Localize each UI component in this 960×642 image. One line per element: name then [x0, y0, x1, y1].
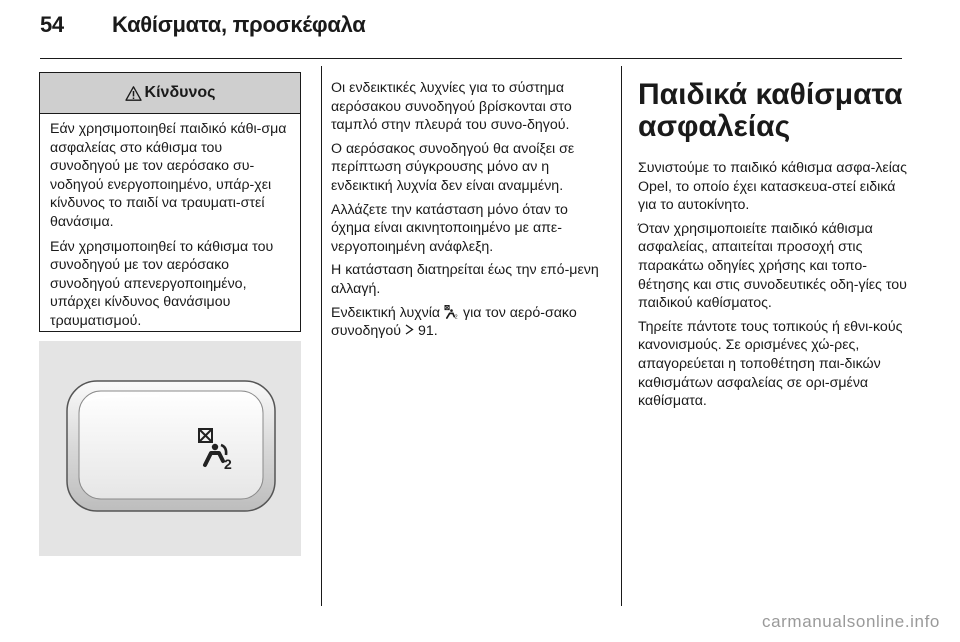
section-heading: Παιδικά καθίσματα ασφαλείας: [638, 78, 903, 143]
body-paragraph: Η κατάσταση διατηρείται έως την επό-μενη αλλαγή.: [331, 262, 599, 297]
body-paragraph: Αλλάζετε την κατάσταση μόνο όταν το όχημα είναι ακινητοποιημένο με απε-νεργοποιημένη ανάφλεξη.: [331, 201, 568, 255]
column-divider-1: [321, 66, 322, 606]
airbag-indicator-illustration: [39, 341, 301, 556]
header-rule: [40, 58, 902, 59]
column-divider-2: [621, 66, 622, 606]
warning-body: [40, 114, 300, 331]
body-paragraph: Ο αερόσακος συνοδηγού θα ανοίξει σε περίπτωση σύγκρουσης μόνο αν η ενδεικτική λυχνία δεν είναι αναμμένη.: [331, 140, 575, 194]
svg-text:2: 2: [224, 456, 232, 472]
page-header: [40, 12, 366, 38]
body-paragraph: Συνιστούμε το παιδικό κάθισμα ασφα-λείας Opel, το οποίο έχει κατασκευα-στεί ειδικά για το αυτοκίνητο.: [638, 160, 907, 214]
danger-warning-box: [39, 72, 301, 332]
middle-column-text: [331, 79, 611, 346]
body-paragraph: Τηρείτε πάντοτε τους τοπικούς ή εθνι-κούς κανονισμούς. Σε ορισμένες χώ-ρες, απαγορεύεται η τοποθέτηση παι-δικών καθισμάτων ασφαλείας σε ορι-σμένα καθίσματα.: [638, 318, 903, 410]
airbag-switch-panel: [39, 341, 301, 556]
page-number: 54: [40, 12, 64, 37]
body-paragraph-indicator: Ενδεικτική λυχνία 2 για τον αερό-σακο συνοδηγού 91.: [331, 304, 577, 340]
warning-paragraph: Εάν χρησιμοποιηθεί το κάθισμα του συνοδηγού με τον αερόσακο συνοδηγού απενεργοποιημένο, υπάρχει κίνδυνος θανάσιμου τραυματισμού.: [50, 238, 274, 329]
page-reference-arrow-icon: [405, 324, 414, 335]
section-title: Καθίσματα, προσκέφαλα: [112, 12, 366, 37]
svg-text:2: 2: [454, 314, 458, 319]
warning-paragraph: Εάν χρησιμοποιηθεί παιδικό κάθι-σμα ασφαλείας στο κάθισμα του συνοδηγού με τον αερόσακο συ-νοδηγού ενεργοποιημένο, υπάρ-χει κίνδυνος το παιδί να τραυματι-στεί θανάσιμα.: [50, 121, 287, 230]
watermark: carmanualsonline.info: [762, 612, 940, 631]
body-paragraph: Οι ενδεικτικές λυχνίες για το σύστημα αερόσακου συνοδηγού βρίσκονται στο ταμπλό στην πλευρά του συνο-δηγού.: [331, 80, 572, 134]
right-column-text: [638, 79, 908, 416]
passenger-airbag-off-icon: [444, 305, 459, 319]
warning-triangle-icon: [125, 86, 142, 101]
warning-header: [40, 73, 300, 114]
warning-title: Κίνδυνος: [144, 84, 216, 101]
body-paragraph: Όταν χρησιμοποιείτε παιδικό κάθισμα ασφαλείας, απαιτείται προσοχή στις παρακάτω οδηγίες χρήσης και τοπο-θέτησης και στις συνοδευτικές οδη-γίες του παιδικού καθίσματος.: [638, 220, 907, 312]
page-reference[interactable]: 91.: [417, 323, 438, 340]
